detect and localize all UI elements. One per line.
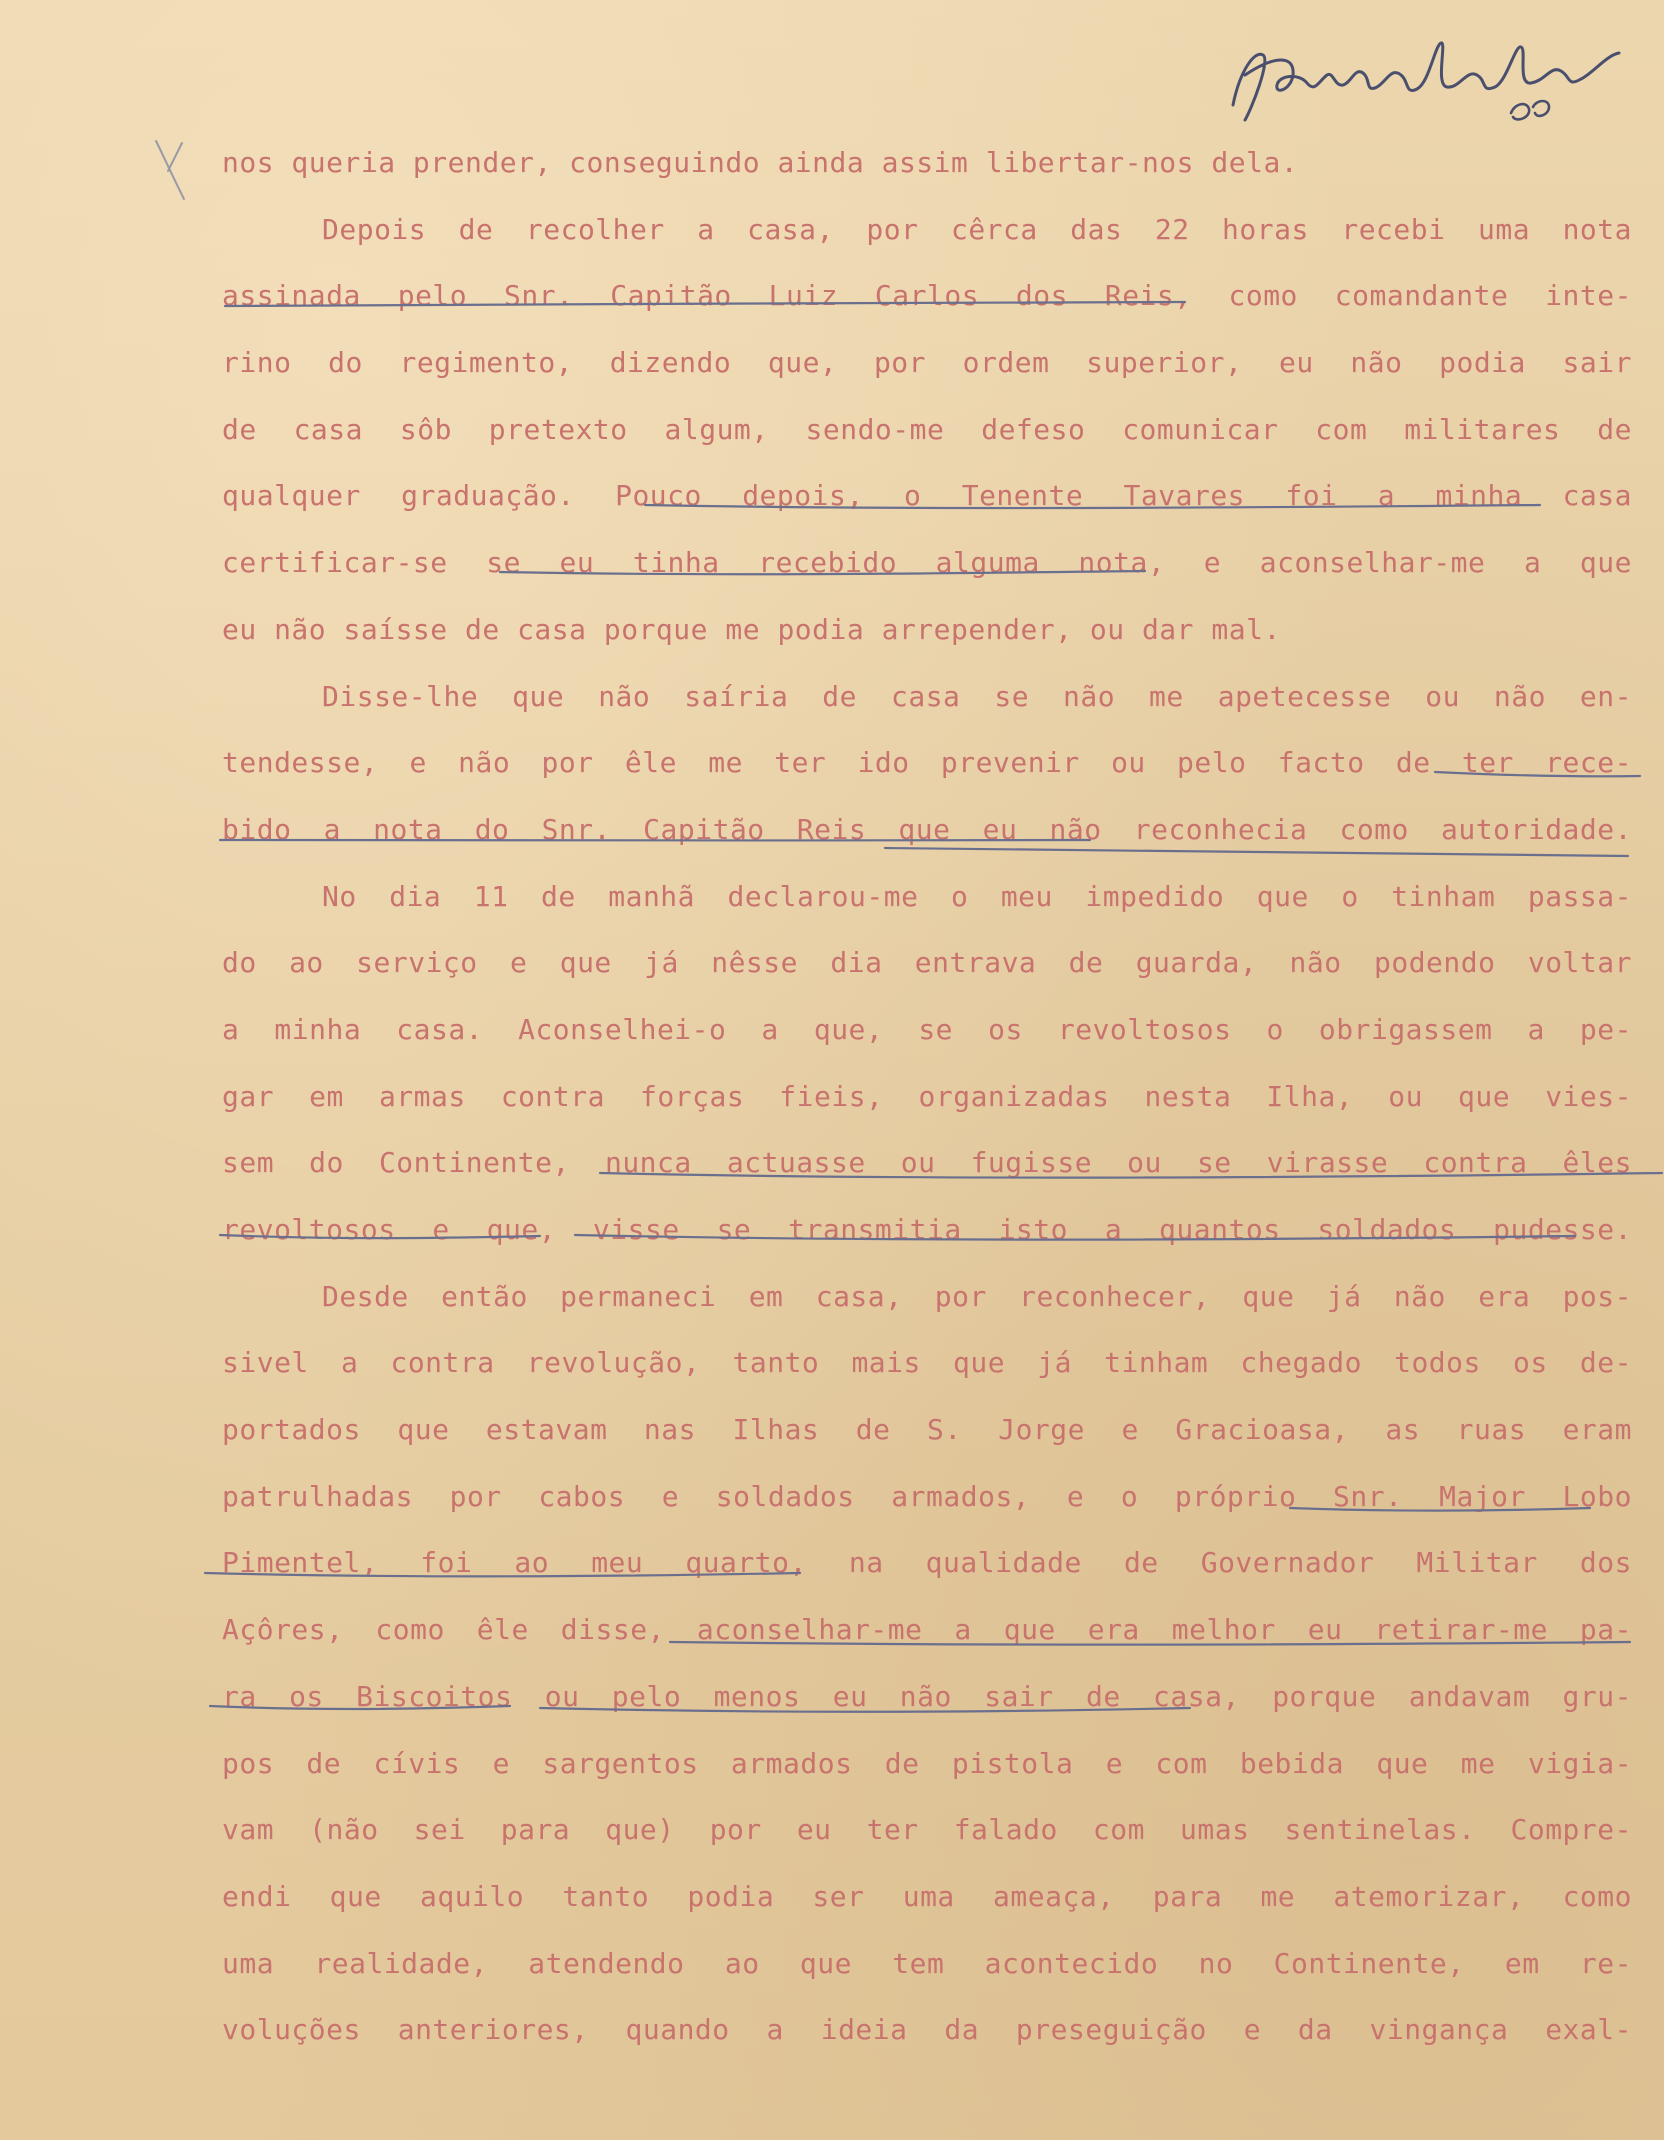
- text-line: qualquer graduação. Pouco depois, o Tenente Tavares foi a minha casa: [222, 479, 1632, 513]
- text-line: voluções anteriores, quando a ideia da preseguição e da vingança exal-: [222, 2013, 1632, 2047]
- text-line: patrulhadas por cabos e soldados armados, e o próprio Snr. Major Lobo: [222, 1479, 1632, 1513]
- text-line: gar em armas contra forças fieis, organizadas nesta Ilha, ou que vies-: [222, 1079, 1632, 1113]
- text-line: Pimentel, foi ao meu quarto, na qualidade de Governador Militar dos: [222, 1546, 1632, 1580]
- text-line: pos de cívis e sargentos armados de pistola e com bebida que me vigia-: [222, 1746, 1632, 1780]
- pencil-x-mark: [150, 135, 190, 205]
- typed-letter-body: [222, 130, 1632, 2064]
- text-line: Açôres, como êle disse, aconselhar-me a que era melhor eu retirar-me pa-: [222, 1613, 1632, 1647]
- text-line: rino do regimento, dizendo que, por ordem superior, eu não podia sair: [222, 346, 1632, 380]
- text-line: portados que estavam nas Ilhas de S. Jorge e Gracioasa, as ruas eram: [222, 1413, 1632, 1447]
- text-line: de casa sôb pretexto algum, sendo-me defeso comunicar com militares de: [222, 412, 1632, 446]
- text-line: Disse-lhe que não saíria de casa se não me apetecesse ou não en-: [322, 679, 1632, 713]
- text-line: do ao serviço e que já nêsse dia entrava de guarda, não podendo voltar: [222, 946, 1632, 980]
- text-line: Depois de recolher a casa, por cêrca das 22 horas recebi uma nota: [322, 212, 1632, 246]
- text-line: assinada pelo Snr. Capitão Luiz Carlos dos Reis, como comandante inte-: [222, 279, 1632, 313]
- text-line: ra os Biscoitos ou pelo menos eu não sair de casa, porque andavam gru-: [222, 1679, 1632, 1713]
- text-line: bido a nota do Snr. Capitão Reis que eu não reconhecia como autoridade.: [222, 812, 1632, 846]
- text-line: No dia 11 de manhã declarou-me o meu impedido que o tinham passa-: [322, 879, 1632, 913]
- text-line: tendesse, e não por êle me ter ido prevenir ou pelo facto de ter rece-: [222, 746, 1632, 780]
- handwritten-signature: [1215, 15, 1635, 140]
- text-line: nos queria prender, conseguindo ainda assim libertar-nos dela.: [222, 146, 1299, 179]
- text-line: vam (não sei para que) por eu ter falado com umas sentinelas. Compre-: [222, 1813, 1632, 1847]
- text-line: sem do Continente, nunca actuasse ou fugisse ou se virasse contra êles: [222, 1146, 1632, 1180]
- text-line: sivel a contra revolução, tanto mais que já tinham chegado todos os de-: [222, 1346, 1632, 1380]
- text-line: endi que aquilo tanto podia ser uma ameaça, para me atemorizar, como: [222, 1879, 1632, 1913]
- text-line: uma realidade, atendendo ao que tem acontecido no Continente, em re-: [222, 1946, 1632, 1980]
- text-line: revoltosos e que, visse se transmitia isto a quantos soldados pudesse.: [222, 1213, 1632, 1246]
- text-line: certificar-se se eu tinha recebido alguma nota, e aconselhar-me a que: [222, 546, 1632, 580]
- text-line: eu não saísse de casa porque me podia arrepender, ou dar mal.: [222, 612, 1281, 646]
- text-line: Desde então permaneci em casa, por reconhecer, que já não era pos-: [322, 1279, 1632, 1313]
- text-line: a minha casa. Aconselhei-o a que, se os revoltosos o obrigassem a pe-: [222, 1012, 1632, 1046]
